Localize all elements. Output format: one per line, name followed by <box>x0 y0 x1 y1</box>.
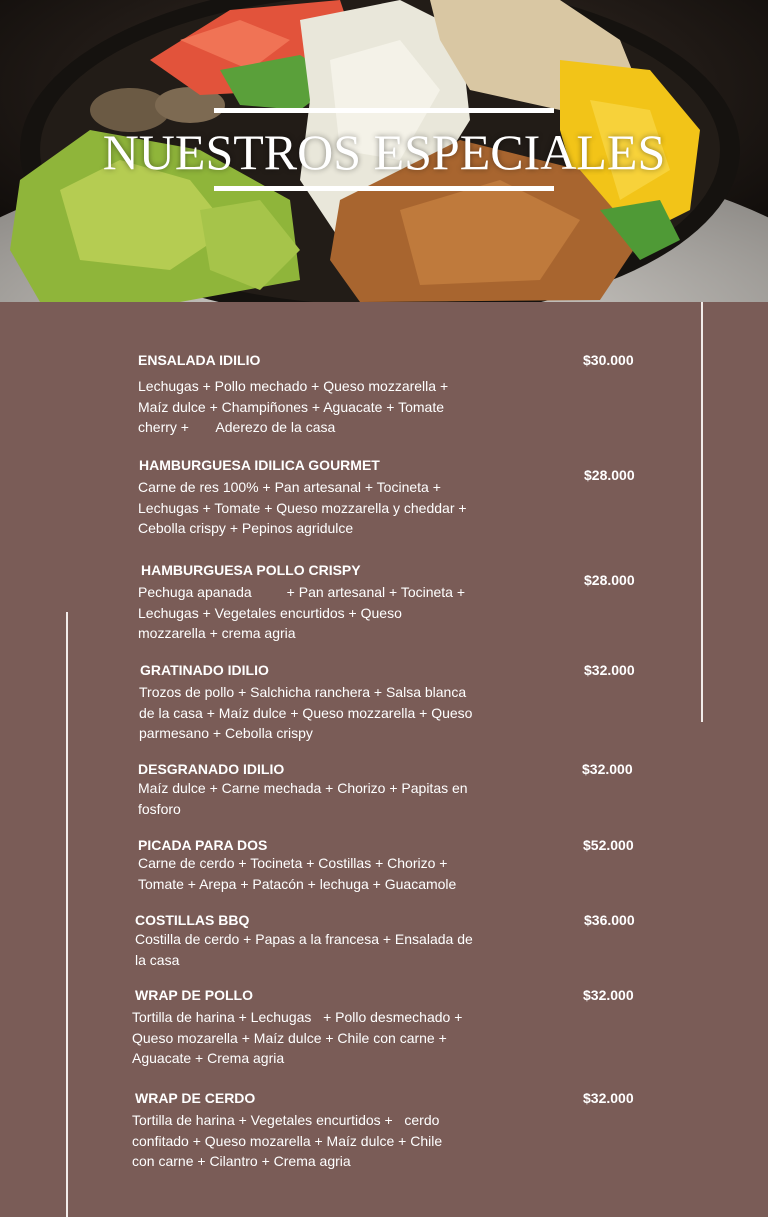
menu-item-price: $32.000 <box>583 987 634 1003</box>
menu-item-price: $28.000 <box>584 467 635 483</box>
description-line: Carne de res 100% + Pan artesanal + Tocineta + <box>138 479 441 495</box>
menu-item-description <box>139 682 499 744</box>
description-line: la casa <box>135 951 180 968</box>
menu-item-description <box>135 929 495 970</box>
menu-item-price: $32.000 <box>583 1090 634 1106</box>
page-title <box>0 108 768 198</box>
menu-item-price: $36.000 <box>584 912 635 928</box>
description-line: Maíz dulce + Carne mechada + Chorizo + Papitas en <box>138 780 468 796</box>
menu-item-name: GRATINADO IDILIO <box>140 662 269 678</box>
decorative-rule-right <box>701 302 703 722</box>
title-rule-bottom <box>214 186 554 191</box>
description-line: Tortilla de harina + Lechugas + Pollo desmechado + <box>132 1009 463 1025</box>
description-line: confitado + Queso mozarella + Maíz dulce + Chile <box>132 1132 443 1149</box>
menu-item-name: DESGRANADO IDILIO <box>138 761 285 777</box>
menu-item-name: WRAP DE POLLO <box>135 987 253 1003</box>
menu-item-description <box>138 376 498 438</box>
description-line: de la casa + Maíz dulce + Queso mozzarella + Queso <box>139 704 473 721</box>
menu-item-price: $52.000 <box>583 837 634 853</box>
menu-item-description <box>138 477 498 539</box>
description-line: cherry + Aderezo de la casa <box>138 419 336 435</box>
menu-item-name: COSTILLAS BBQ <box>135 912 250 928</box>
description-line: Lechugas + Tomate + Queso mozzarella y cheddar + <box>138 499 467 516</box>
description-line: Lechugas + Pollo mechado + Queso mozzarella + <box>138 378 449 394</box>
menu-item-description <box>132 1007 492 1069</box>
description-line: Trozos de pollo + Salchicha ranchera + Salsa blanca <box>139 684 467 700</box>
page-title-text: NUESTROS ESPECIALES <box>102 124 666 180</box>
description-line: Pechuga apanada + Pan artesanal + Tocineta + <box>138 584 466 600</box>
description-line: Costilla de cerdo + Papas a la francesa + Ensalada de <box>135 931 473 947</box>
menu-item-description <box>132 1110 492 1172</box>
menu-item-price: $30.000 <box>583 352 634 368</box>
description-line: Lechugas + Vegetales encurtidos + Queso <box>138 604 402 621</box>
menu-item-price: $32.000 <box>584 662 635 678</box>
decorative-rule-left <box>66 612 68 1217</box>
description-line: parmesano + Cebolla crispy <box>139 725 313 741</box>
description-line: mozzarella + crema agria <box>138 625 296 641</box>
menu-item-name: PICADA PARA DOS <box>138 837 268 853</box>
description-line: Maíz dulce + Champiñones + Aguacate + Tomate <box>138 398 444 415</box>
description-line: Tomate + Arepa + Patacón + lechuga + Guacamole <box>138 875 457 892</box>
menu-item-description <box>138 778 498 819</box>
description-line: Aguacate + Crema agria <box>132 1050 285 1066</box>
description-line: fosforo <box>138 800 181 817</box>
menu-item-description <box>138 853 498 894</box>
menu-item-name: WRAP DE CERDO <box>135 1090 256 1106</box>
menu-item-description <box>138 582 498 644</box>
description-line: Tortilla de harina + Vegetales encurtidos + cerdo <box>132 1112 440 1128</box>
hero-food-photo <box>0 0 768 302</box>
description-line: con carne + Cilantro + Crema agria <box>132 1153 351 1169</box>
menu-item-name: HAMBURGUESA IDILICA GOURMET <box>139 457 380 473</box>
menu-item-price: $32.000 <box>582 761 633 777</box>
description-line: Carne de cerdo + Tocineta + Costillas + Chorizo + <box>138 855 448 871</box>
title-rule-top <box>214 108 554 113</box>
menu-item-price: $28.000 <box>584 572 635 588</box>
menu-item-name: HAMBURGUESA POLLO CRISPY <box>141 562 361 578</box>
description-line: Cebolla crispy + Pepinos agridulce <box>138 520 354 536</box>
description-line: Queso mozarella + Maíz dulce + Chile con carne + <box>132 1029 447 1046</box>
menu-item-name: ENSALADA IDILIO <box>138 352 261 368</box>
